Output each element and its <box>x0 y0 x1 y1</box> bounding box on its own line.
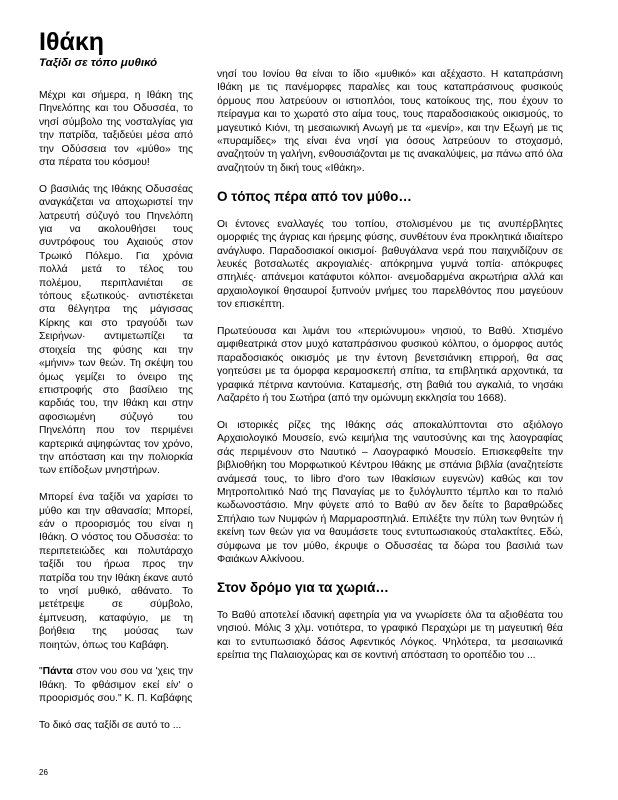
quote-text: στον νου σου να 'χεις την Ιθάκη. Το φθάσιμον εκεί είν' ο προορισμός σου." Κ. Π. Καβάφης <box>39 666 193 705</box>
journey-paragraph: Μπορεί ένα ταξίδι να χαρίσει το μύθο και την αθανασία; Μπορεί, εάν ο προορισμός του είναι η Ιθάκη. Ο νόστος του Οδυσσέα: το περιπετειώδες και πολυτάραχο ταξίδι του ήρωα προς την πατρίδα του την Ιθάκη έκανε αυτό το νησί μυθικό, αθάνατο. Το μετέτρεψε σε σύμβολο, έμπνευση, καταφύγιο, με τη βοήθεια της μούσας των ποιητών, όπως του Καβάφη. <box>39 492 193 651</box>
odysseus-paragraph: Ο βασιλιάς της Ιθάκης Οδυσσέας αναγκάζεται να αποχωριστεί την λατρευτή σύζυγό του Πηνελόπη για να ακολουθήσει τους συντρόφους του Αχαιούς στον Τρωικό Πόλεμο. Για χρόνια πολλά μετά το τέλος του πολέμου, περιπλανιέται σε τόπους εξωτικούς· αντιστέκεται στα θέλγητρα της μάγισσας Κίρκης και στο τραγούδι των Σειρήνων· αντιμετωπίζει τα στοιχεία της φύσης και την «μήνιν» των θεών. Τη σκέψη του όμως γεμίζει το όνειρο της επιστροφής στο βασίλειο της καρδιάς του, την Ιθάκη και στην αφοσιωμένη σύζυγό του Πηνελόπη που τον περιμένει καρτερικά αψηφώντας τον χρόνο, την απόσταση και την πολιορκία των επίδοξων μνηστήρων. <box>39 183 193 477</box>
section-heading-villages: Στον δρόμο για τα χωριά… <box>217 579 389 595</box>
vathy-paragraph: Πρωτεύουσα και λιμάνι του «περιώνυμου» νησιού, το Βαθύ. Χτισμένο αμφιθεατρικά στον μυχό καταπράσινου φυσικού κόλπου, ο όμορφος αυτός παραδοσιακός οικισμός με την έντονη βενετσιάνικη επιρροή, θα σας γοητεύσει με τα όμορφα κεραμοσκεπή σπίτια, τα επιβλητικά αρχοντικά, τα γραφικά πέτρινα καντούνια. Καταμεσής, στη βαθιά του αγκαλιά, το νησάκι Λαζαρέτο ή του Σωτήρα (από την ομώνυμη εκκλησία του 1668). <box>217 326 563 405</box>
section-heading-beyond-myth: Ο τόπος πέρα από τον μύθο… <box>217 188 412 204</box>
page-number: 26 <box>39 768 48 777</box>
page-subtitle: Ταξίδι σε τόπο μυθικό <box>39 57 158 69</box>
landscape-paragraph: Οι έντονες εναλλαγές του τοπίου, στολισμένου με τις ανυπέρβλητες ομορφιές της άγριας και ήρεμης φύσης, συνθέτουν ένα προκλητικά ιδιαίτερο ανάγλυφο. Παραδοσιακοί οικισμοί· βαθυγάλανα νερά που παιχνιδίζουν σε λευκές βοτσαλωτές ακρογιαλιές· απόκρημνα γυμνά τοπία· απόκρυφες σπηλιές· απάνεμοι κατάφυτοι κόλποι· ανεμοδαρμένα ακρωτήρια αλλά και αρχαιολογικοί θησαυροί ξυπνούν μνήμες του παρελθόντος που μαγεύουν τον επισκέπτη. <box>217 218 563 311</box>
cavafy-quote <box>39 665 193 705</box>
continuation-paragraph: Το δικό σας ταξίδι σε αυτό το ... <box>39 720 182 732</box>
quote-bold-word: Πάντα <box>42 666 73 678</box>
left-column <box>39 89 193 746</box>
island-paragraph: νησί του Ιονίου θα είναι το ίδιο «μυθικό» και αξέχαστο. Η καταπράσινη Ιθάκη με τις πανέμορφες παραλίες και τους καταπράσινους φυσικούς όρμους που λατρεύουν οι ιστιοπλόοι, τους κατοίκους της, που έχουν το πείραγμα και το χωρατό στο αίμα τους, τους παραδοσιακούς οικισμούς, το μαγευτικό Κιόνι, τη μεσαιωνική Ανωγή με τα «μενίρ», και την Εξωγή με τις «πυραμίδες» της είναι ένα νησί για όσους λατρεύουν το στοχασμό, αναζητούν τη γαλήνη, ενθουσιάζονται με τις ανακαλύψεις, μα πάνω από όλα αναζητούν τη δική τους «Ιθάκη». <box>217 69 563 174</box>
villages-paragraph: Το Βαθύ αποτελεί ιδανική αφετηρία για να γνωρίσετε όλα τα αξιοθέατα του νησιού. Μόλις 3 χλμ. νοτιότερα, το γραφικό Περαχώρι με τη μαγευτική θέα και το εντυπωσιακό δάσος Αφεντικός Λόγκος. Ψηλότερα, τα μεσαιωνικά ερείπια της Παλαιοχώρας και σε κοντινή απόσταση το οροπέδιο του ... <box>217 609 563 662</box>
quote-open: " <box>39 666 43 678</box>
right-column <box>217 68 563 676</box>
museums-paragraph: Οι ιστορικές ρίζες της Ιθάκης σάς αποκαλύπτονται στο αξιόλογο Αρχαιολογικό Μουσείο, ενώ κειμήλια της ναυτοσύνης και της λαογραφίας σάς περιμένουν στο Ναυτικό – Λαογραφικό Μουσείο. Επισκεφθείτε την βιβλιοθήκη του Μορφωτικού Κέντρου Ιθάκης με σπάνια βιβλία (αναζητείστε ανάμεσά τους, το libro d'oro των Ιθακίσιων ευγενών) καθώς και τον Μητροπολιτικό Ναό της Παναγίας με το ξυλόγλυπτο τέμπλο και το παλιό κωδωνοστάσιο. Μην φύγετε από το Βαθύ αν δεν δείτε το βαραθρώδες Σπήλαιο των Νυμφών ή Μαρμαροσπηλιά. Επιλέξτε την πύλη των θνητών ή εκείνη των θεών για να θαυμάσετε τους εντυπωσιακούς σταλακτίτες. Εδώ, σύμφωνα με τον μύθο, έκρυψε ο Οδυσσέας τα δώρα του βασιλιά των Φαιάκων Αλκίνοου. <box>217 419 563 565</box>
intro-paragraph: Μέχρι και σήμερα, η Ιθάκη της Πηνελόπης και του Οδυσσέα, το νησί σύμβολο της νοσταλγίας για την πατρίδα, ταξιδεύει μέσα από την Οδύσσεια τον «μύθο» της στα πέρατα του κόσμου! <box>39 90 193 169</box>
page-title: Ιθάκη <box>39 28 105 56</box>
